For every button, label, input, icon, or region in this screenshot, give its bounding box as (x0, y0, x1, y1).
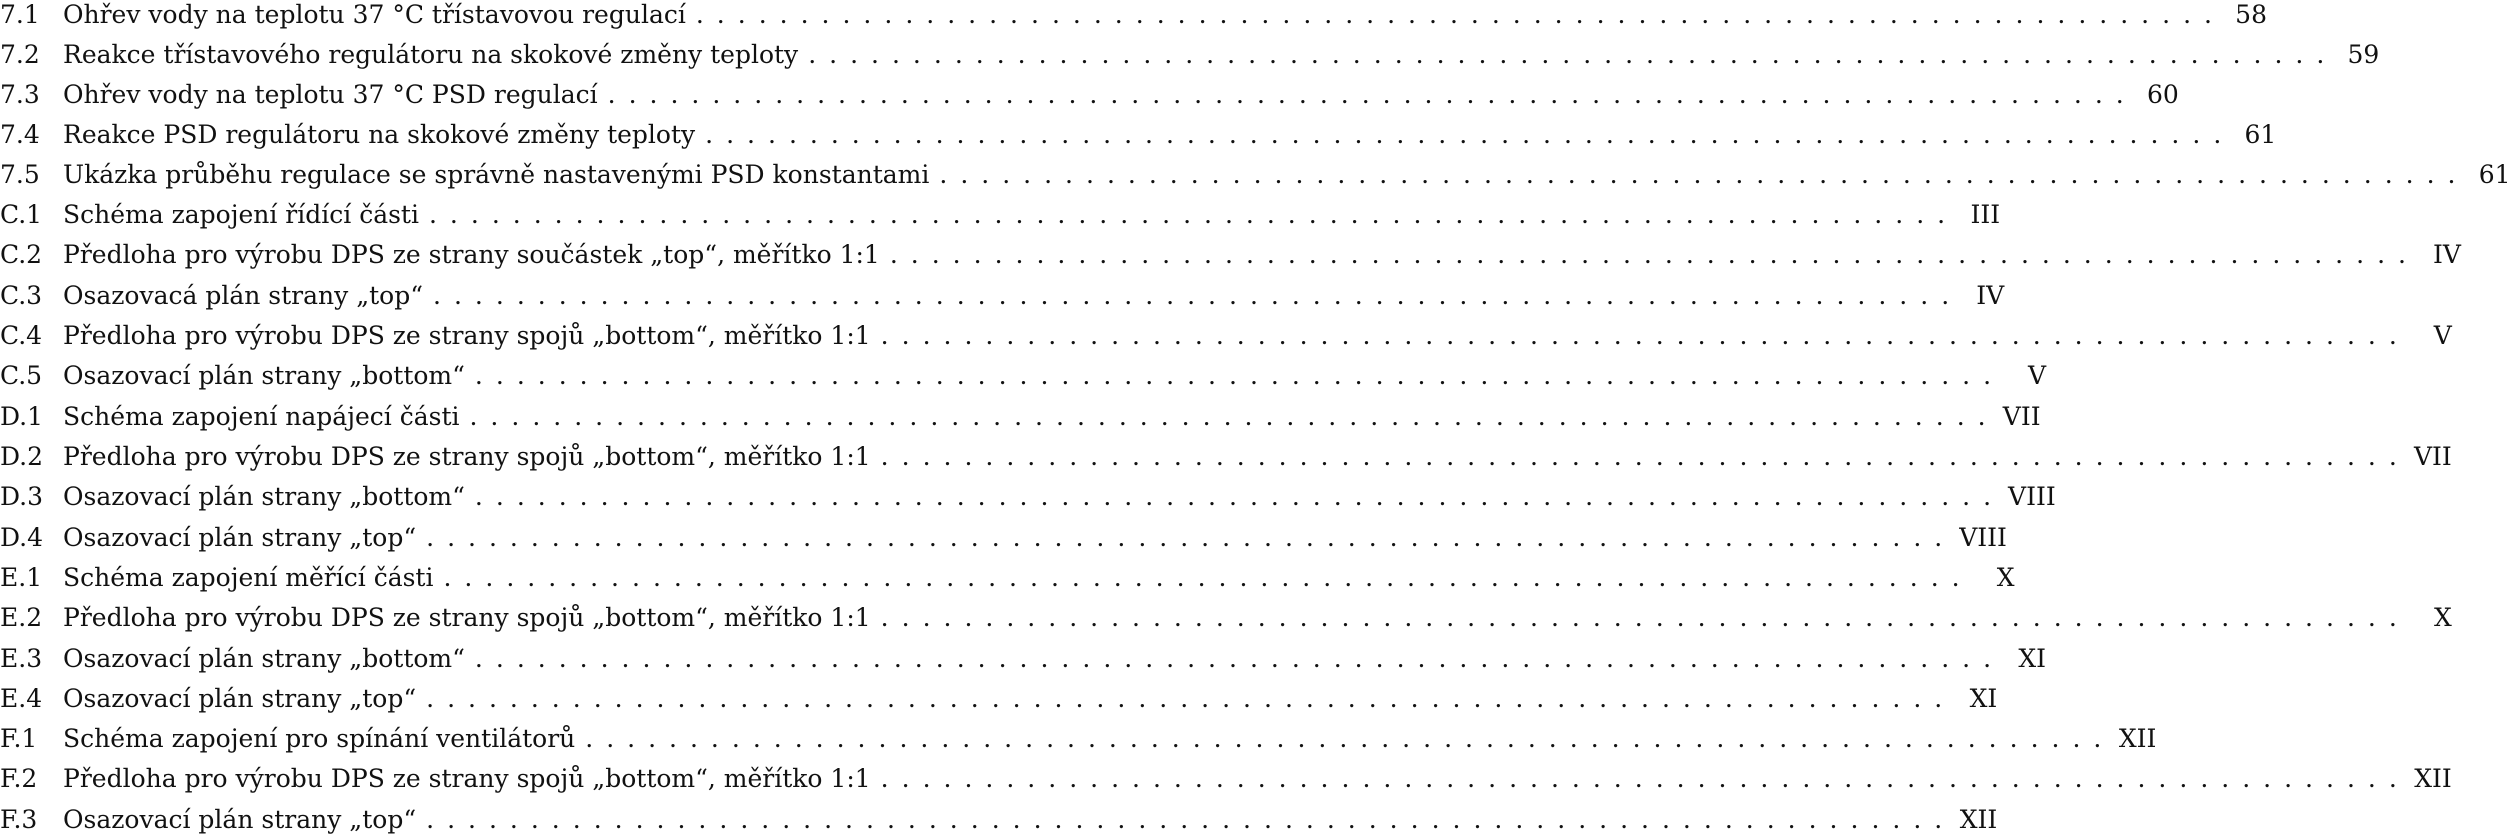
entry-number: E.4 (0, 683, 43, 713)
entry-page: VIII (1959, 522, 2007, 552)
entry-title: Schéma zapojení řídící části (63, 199, 419, 229)
entry-page: XII (1959, 804, 1998, 834)
entry-page: VII (2413, 441, 2452, 471)
toc-entry[interactable] (0, 436, 2452, 476)
entry-number: C.1 (0, 199, 43, 229)
dot-leader: ......................................................................... (426, 804, 1956, 834)
entry-title: Ohřev vody na teplotu 37 °C třístavovou regulací (63, 0, 686, 29)
entry-number: E.1 (0, 562, 43, 592)
entry-page: V (2433, 320, 2452, 350)
toc-entry[interactable] (0, 0, 2267, 34)
toc-entry[interactable] (0, 799, 1998, 839)
entry-page: 61 (2478, 159, 2511, 189)
toc-entry[interactable] (0, 758, 2452, 798)
dot-leader: ......................................................................... (889, 239, 2419, 269)
entry-number: 7.1 (0, 0, 40, 29)
entry-number: 7.4 (0, 119, 40, 149)
entry-page: 61 (2244, 119, 2277, 149)
entry-page: XI (2018, 643, 2047, 673)
entry-page: V (2027, 360, 2047, 390)
entry-page: IV (2433, 239, 2461, 269)
entry-number: 7.3 (0, 79, 40, 109)
entry-title: Reakce třístavového regulátoru na skokové změny teploty (63, 39, 799, 69)
dot-leader: ......................................................................... (426, 683, 1956, 713)
entry-number: C.4 (0, 320, 43, 350)
entry-title: Osazovací plán strany „top“ (63, 522, 417, 552)
entry-title: Osazovací plán strany „bottom“ (63, 643, 465, 673)
entry-number: F.3 (0, 804, 38, 834)
entry-title: Osazovací plán strany „bottom“ (63, 360, 465, 390)
entry-number: C.3 (0, 280, 43, 310)
entry-title: Osazovací plán strany „top“ (63, 804, 417, 834)
toc-entry[interactable] (0, 476, 2056, 516)
entry-number: D.4 (0, 522, 44, 552)
dot-leader: ......................................................................... (428, 199, 1959, 229)
entry-title: Schéma zapojení pro spínání ventilátorů (63, 723, 576, 753)
toc-entry[interactable] (0, 517, 2007, 557)
toc-entry[interactable] (0, 234, 2461, 274)
dot-leader: ......................................................................... (880, 763, 2410, 793)
dot-leader: ......................................................................... (474, 643, 2005, 673)
entry-page: X (2433, 602, 2452, 632)
toc-entry[interactable] (0, 557, 2015, 597)
toc-entry[interactable] (0, 638, 2047, 678)
entry-title: Předloha pro výrobu DPS ze strany spojů „bottom“, měřítko 1:1 (63, 320, 871, 350)
toc-entry[interactable] (0, 396, 2041, 436)
toc-entry[interactable] (0, 194, 2001, 234)
entry-number: 7.2 (0, 39, 40, 69)
entry-title: Ukázka průběhu regulace se správně nastavenými PSD konstantami (63, 159, 930, 189)
entry-page: XII (2118, 723, 2157, 753)
dot-leader: ......................................................................... (695, 0, 2225, 29)
entry-title: Osazovací plán strany „bottom“ (63, 481, 465, 511)
dot-leader: ......................................................................... (705, 119, 2235, 149)
toc-entry[interactable] (0, 678, 1998, 718)
entry-title: Osazovacá plán strany „top“ (63, 280, 424, 310)
toc-entry[interactable] (0, 34, 2380, 74)
entry-number: F.2 (0, 763, 38, 793)
entry-title: Předloha pro výrobu DPS ze strany součástek „top“, měřítko 1:1 (63, 239, 880, 269)
entry-title: Schéma zapojení měřící části (63, 562, 434, 592)
dot-leader: ......................................................................... (474, 360, 2005, 390)
entry-number: D.3 (0, 481, 44, 511)
entry-number: D.2 (0, 441, 44, 471)
toc-entry[interactable] (0, 154, 2511, 194)
entry-title: Předloha pro výrobu DPS ze strany spojů „bottom“, měřítko 1:1 (63, 441, 871, 471)
toc-entry[interactable] (0, 597, 2452, 637)
dot-leader: ......................................................................... (443, 562, 1973, 592)
dot-leader: ......................................................................... (880, 320, 2410, 350)
entry-page: XII (2414, 763, 2452, 793)
entry-page: X (1996, 562, 2015, 592)
toc-entry[interactable] (0, 355, 2047, 395)
entry-page: 60 (2146, 79, 2179, 109)
toc-entry[interactable] (0, 114, 2277, 154)
dot-leader: ......................................................................... (939, 159, 2469, 189)
entry-number: C.5 (0, 360, 43, 390)
entry-page: 59 (2347, 39, 2380, 69)
entry-title: Ohřev vody na teplotu 37 °C PSD regulací (63, 79, 598, 109)
dot-leader: ......................................................................... (880, 441, 2410, 471)
entry-page: VII (2002, 401, 2041, 431)
dot-leader: ......................................................................... (880, 602, 2410, 632)
dot-leader: ......................................................................... (433, 280, 1963, 310)
entry-number: F.1 (0, 723, 38, 753)
toc-entry[interactable] (0, 718, 2157, 758)
toc-entry[interactable] (0, 275, 2005, 315)
dot-leader: ......................................................................... (426, 522, 1956, 552)
entry-title: Osazovací plán strany „top“ (63, 683, 417, 713)
dot-leader: ......................................................................... (474, 481, 2005, 511)
toc-entry[interactable] (0, 315, 2452, 355)
entry-page: XI (1969, 683, 1998, 713)
dot-leader: ......................................................................... (808, 39, 2338, 69)
dot-leader: ......................................................................... (469, 401, 1999, 431)
dot-leader: ......................................................................... (585, 723, 2115, 753)
entry-title: Schéma zapojení napájecí části (63, 401, 460, 431)
entry-number: E.2 (0, 602, 43, 632)
entry-page: 58 (2235, 0, 2267, 29)
entry-page: VIII (2008, 481, 2056, 511)
entry-number: C.2 (0, 239, 43, 269)
entry-page: IV (1976, 280, 2005, 310)
entry-title: Předloha pro výrobu DPS ze strany spojů „bottom“, měřítko 1:1 (63, 602, 871, 632)
entry-page: III (1970, 199, 2001, 229)
entry-number: D.1 (0, 401, 44, 431)
toc-entry[interactable] (0, 74, 2179, 114)
entry-number: 7.5 (0, 159, 40, 189)
dot-leader: ......................................................................... (607, 79, 2137, 109)
entry-number: E.3 (0, 643, 43, 673)
entry-title: Předloha pro výrobu DPS ze strany spojů „bottom“, měřítko 1:1 (63, 763, 871, 793)
entry-title: Reakce PSD regulátoru na skokové změny teploty (63, 119, 696, 149)
